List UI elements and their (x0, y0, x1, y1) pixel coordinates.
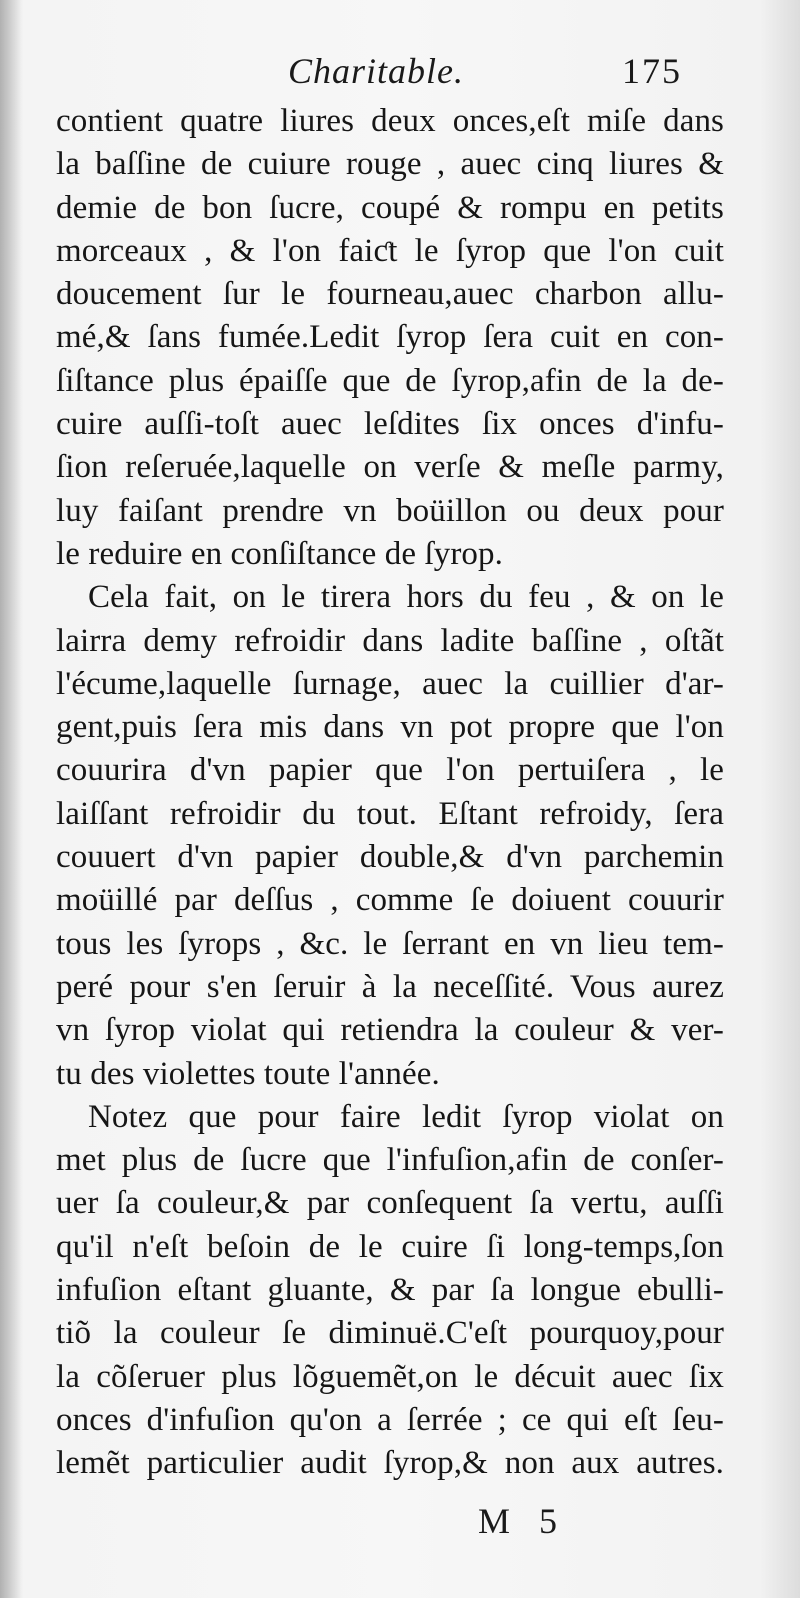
text-line: infuſion eſtant gluante, & par ſa longue ebulli- (56, 1272, 724, 1309)
text-line: la cõſeruer plus lõguemẽt,on le décuit auec ſix (56, 1358, 724, 1395)
text-line: onces d'infuſion qu'on a ſerrée ; ce qui eſt ſeu- (56, 1401, 724, 1438)
text-line: Notez que pour faire ledit ſyrop violat on (88, 1098, 724, 1135)
text-line: mé,& ſans fumée.Ledit ſyrop ſera cuit en con- (56, 319, 724, 356)
text-line: ſiſtance plus épaiſſe que de ſyrop,afin de la de- (56, 362, 724, 399)
text-line: tiõ la couleur ſe diminuë.C'eſt pourquoy,pour (56, 1315, 724, 1352)
text-line: uer ſa couleur,& par conſequent ſa vertu, auſſi (56, 1185, 724, 1222)
text-line: met plus de ſucre que l'infuſion,afin de conſer- (56, 1142, 724, 1179)
signature-mark: M 5 (478, 1501, 568, 1541)
text-line: doucement ſur le fourneau,auec charbon allu- (56, 276, 724, 313)
text-line: vn ſyrop violat qui retiendra la couleur & ver- (56, 1012, 724, 1049)
text-line: moüillé par deſſus , comme ſe doiuent couurir (56, 882, 724, 919)
text-line: la baſſine de cuiure rouge , auec cinq liures & (56, 146, 724, 183)
text-line: tu des violettes toute l'année. (56, 1055, 440, 1092)
text-line: qu'il n'eſt beſoin de le cuire ſi long-temps,ſon (56, 1228, 724, 1265)
text-line: laiſſant refroidir du tout. Eſtant refroidy, ſera (56, 795, 724, 832)
paragraph (56, 100, 724, 576)
text-line: demie de bon ſucre, coupé & rompu en petits (56, 189, 724, 226)
page-header (0, 50, 800, 100)
paragraph (56, 1096, 724, 1486)
text-line: lemẽt particulier audit ſyrop,& non aux autres. (56, 1445, 724, 1482)
text-body (56, 100, 724, 1486)
text-line: couurira d'vn papier que l'on pertuiſera , le (56, 752, 724, 789)
text-line: contient quatre liures deux onces,eſt miſe dans (56, 103, 724, 139)
text-line: couuert d'vn papier double,& d'vn parchemin (56, 839, 724, 876)
text-line: lairra demy refroidir dans ladite baſſine , oſtãt (56, 622, 724, 659)
page-number: 175 (622, 51, 682, 91)
spine-shadow (0, 0, 22, 1598)
text-line: peré pour s'en ſeruir à la neceſſité. Vous aurez (56, 968, 724, 1005)
text-line: cuire auſſi-toſt auec leſdites ſix onces d'infu- (56, 406, 724, 443)
text-line: Cela fait, on le tirera hors du feu , & on le (88, 579, 724, 616)
text-line: morceaux , & l'on faiƈt le ſyrop que l'on cuit (56, 232, 724, 269)
text-line: luy faiſant prendre vn boüillon ou deux pour (56, 492, 724, 529)
paragraph (56, 576, 724, 1096)
text-line: l'écume,laquelle ſurnage, auec la cuillier d'ar- (56, 665, 724, 702)
running-title: Charitable. (288, 51, 465, 91)
text-line: ſion reſeruée,laquelle on verſe & meſle parmy, (56, 449, 724, 486)
text-line: gent,puis ſera mis dans vn pot propre que l'on (56, 709, 724, 746)
text-line: tous les ſyrops , &c. le ſerrant en vn lieu tem- (56, 925, 724, 962)
text-line: le reduire en conſiſtance de ſyrop. (56, 535, 503, 572)
